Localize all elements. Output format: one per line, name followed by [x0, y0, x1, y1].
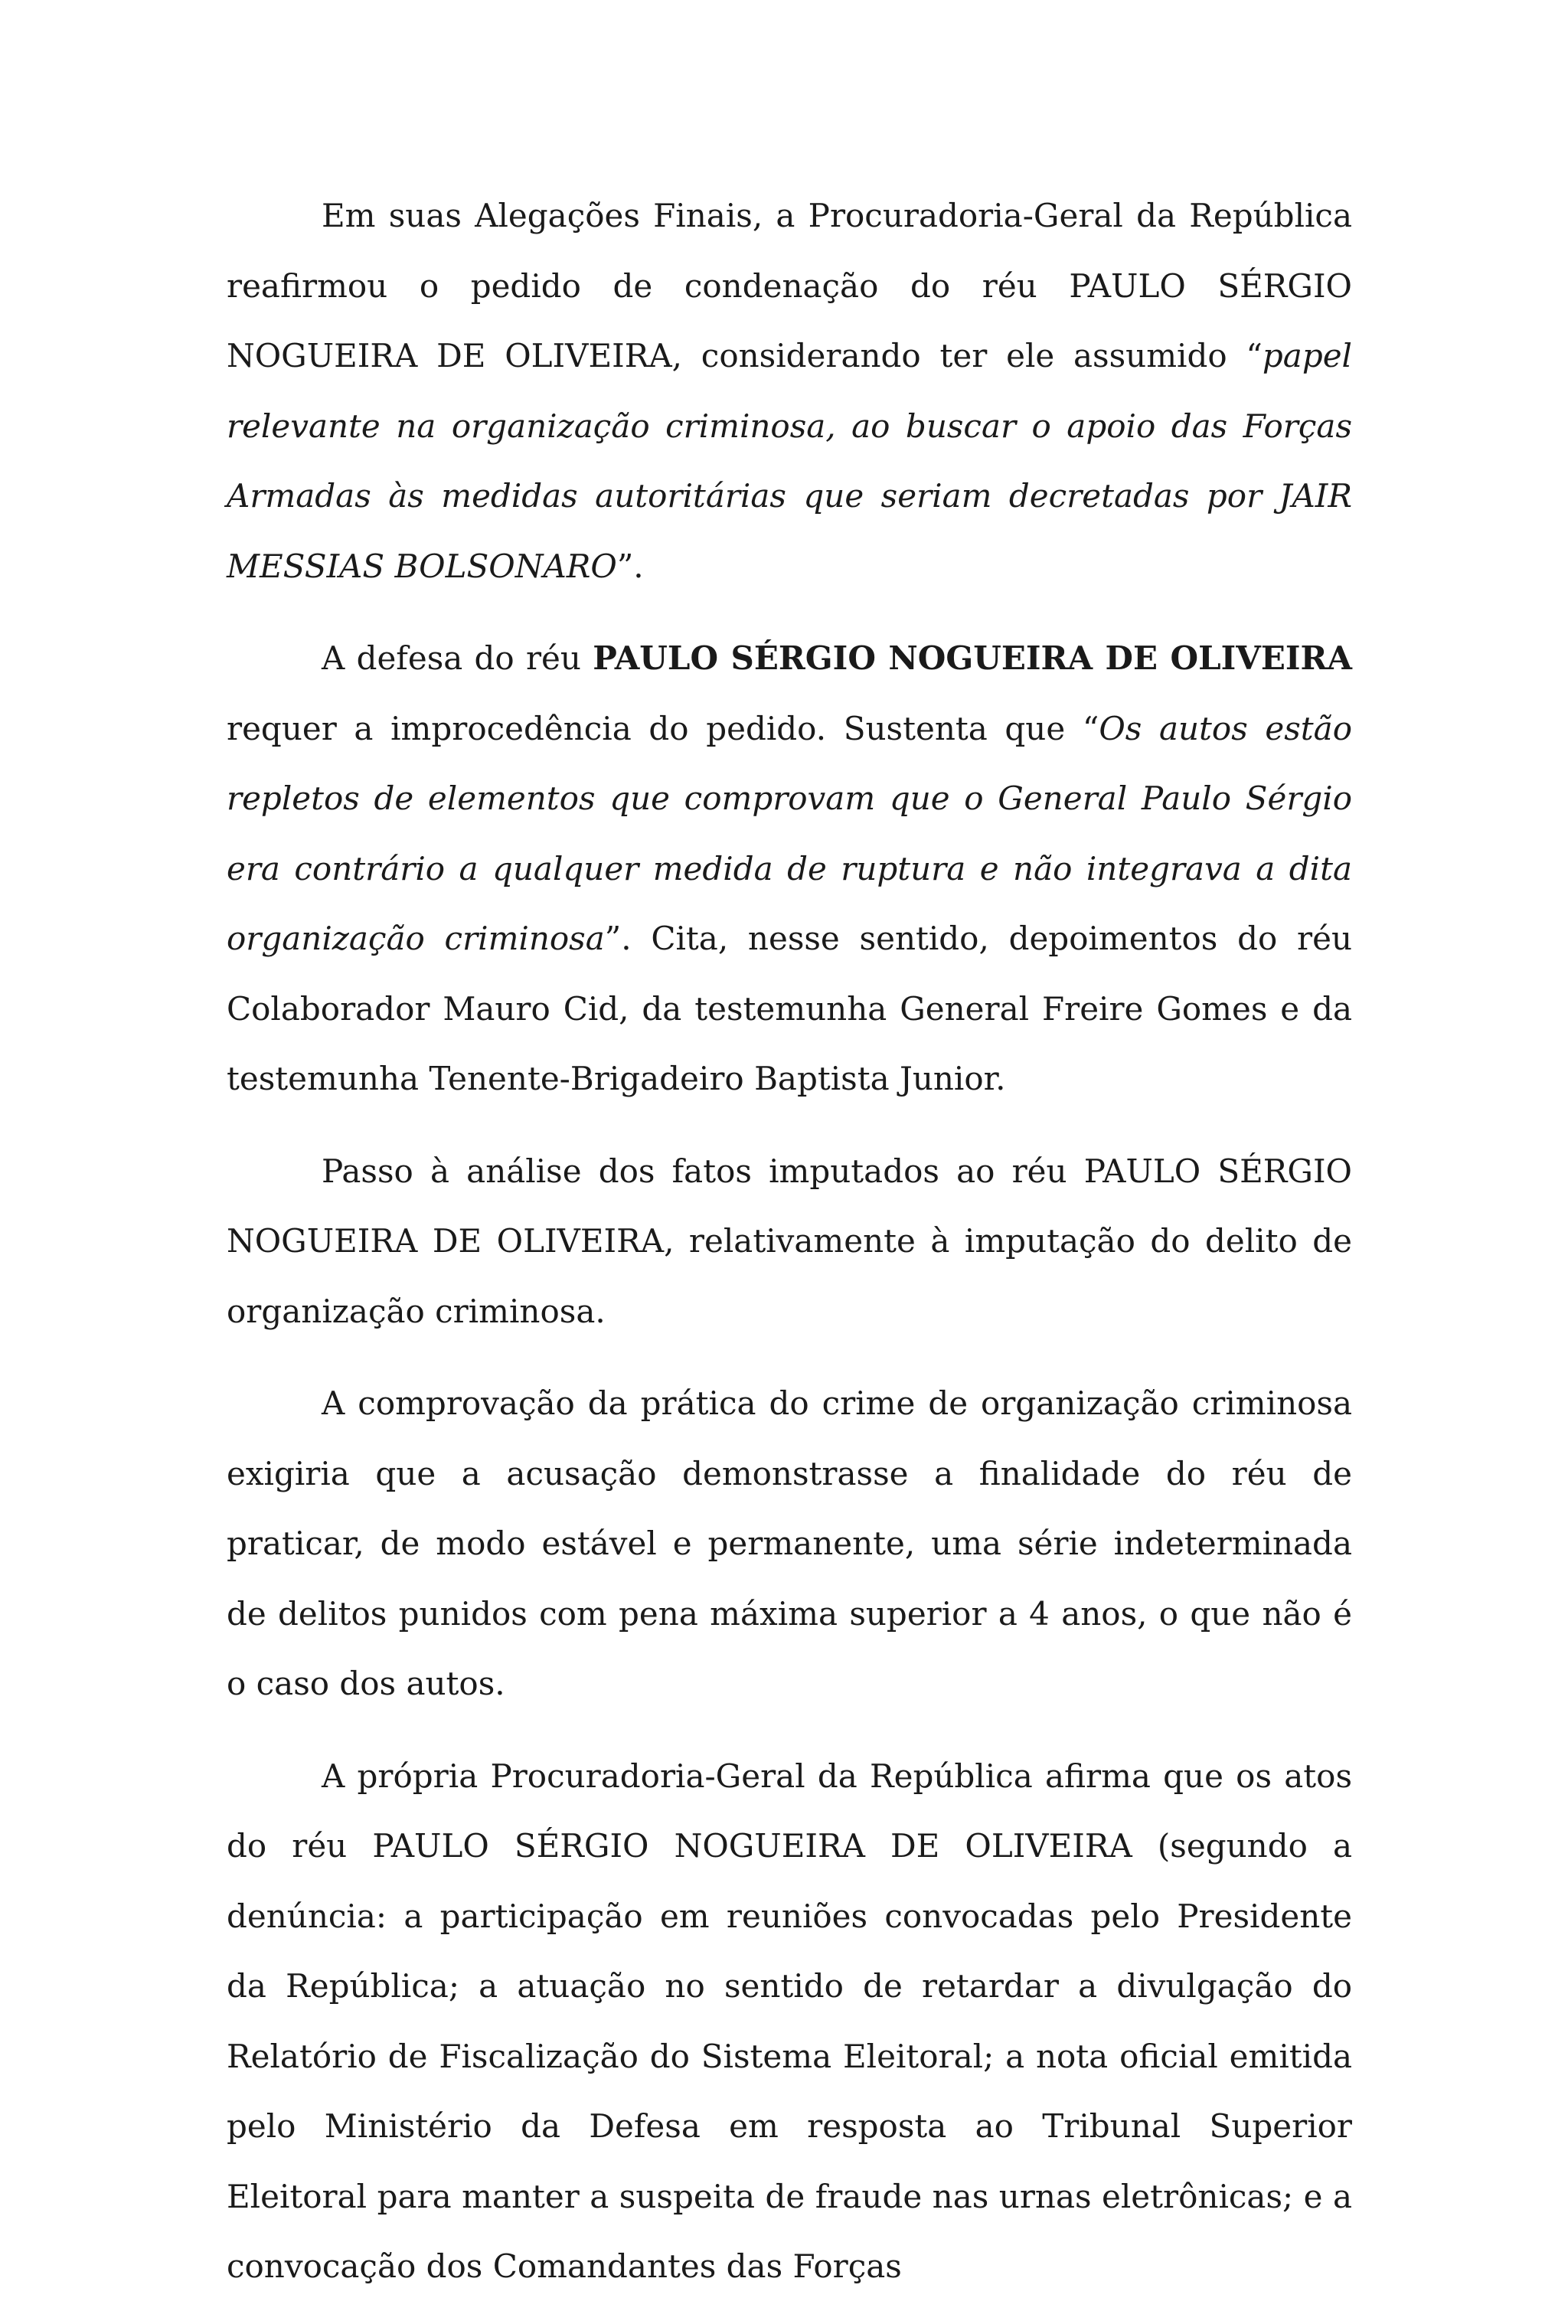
quote-italic: papel relevante na organização criminosa, ao buscar o apoio das Forças Armadas às medidas autoritárias que seriam decretadas por JAIR MESSIAS BOLSONARO	[227, 337, 1352, 585]
defendant-name-bold: PAULO SÉRGIO NOGUEIRA DE OLIVEIRA	[593, 639, 1352, 677]
paragraph-2	[227, 623, 1352, 1114]
paragraph-3	[227, 1136, 1352, 1347]
text-segment: ”.	[616, 547, 644, 585]
paragraph-4	[227, 1368, 1352, 1719]
text-segment: A própria Procuradoria-Geral da República afirma que os atos do réu PAULO SÉRGIO NOGUEIRA DE OLIVEIRA (segundo a denúncia: a participação em reuniões convocadas pelo Presidente da República; a atuação no sentido de retardar a divulgação do Relatório de Fiscalização do Sistema Eleitoral; a nota oficial emitida pelo Ministério da Defesa em resposta ao Tribunal Superior Eleitoral para manter a suspeita de fraude nas urnas eletrônicas; e a convocação dos Comandantes das Forças	[227, 1757, 1352, 2285]
document-page	[227, 181, 1352, 2324]
paragraph-1	[227, 181, 1352, 601]
quote-italic: Os autos estão repletos de elementos que comprovam que o General Paulo Sérgio era contrário a qualquer medida de ruptura e não integrava a dita organização criminosa	[227, 709, 1353, 957]
text-segment: A defesa do réu	[322, 639, 593, 677]
text-segment: ”. Cita, nesse sentido, depoimentos do réu Colaborador Mauro Cid, da testemunha General Freire Gomes e da testemunha Tenente-Brigadeiro Baptista Junior.	[227, 920, 1353, 1097]
text-segment: Passo à análise dos fatos imputados ao réu PAULO SÉRGIO NOGUEIRA DE OLIVEIRA, relativamente à imputação do delito de organização criminosa.	[227, 1152, 1352, 1330]
text-segment: A comprovação da prática do crime de organização criminosa exigiria que a acusação demonstrasse a finalidade do réu de praticar, de modo estável e permanente, uma série indeterminada de delitos punidos com pena máxima superior a 4 anos, o que não é o caso dos autos.	[227, 1384, 1352, 1702]
text-segment: requer a improcedência do pedido. Sustenta que “	[227, 709, 1099, 747]
text-segment: Em suas Alegações Finais, a Procuradoria-Geral da República reafirmou o pedido de condenação do réu PAULO SÉRGIO NOGUEIRA DE OLIVEIRA, considerando ter ele assumido “	[227, 197, 1352, 374]
